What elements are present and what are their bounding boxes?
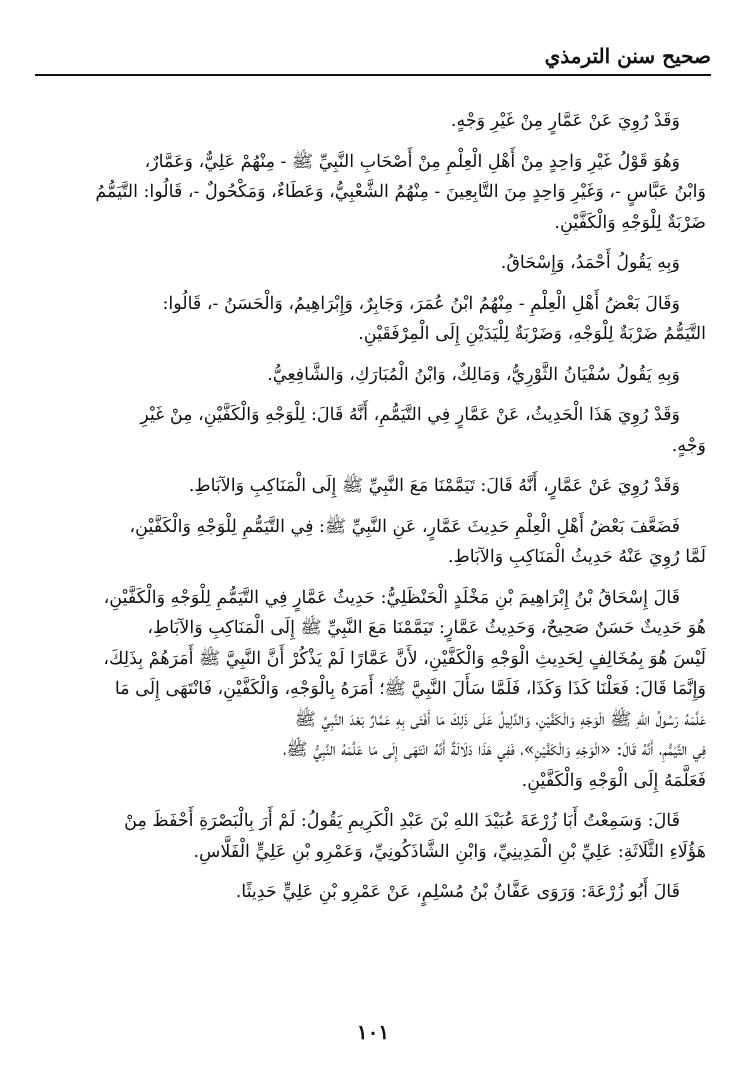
- text-line: وَهُوَ قَوْلُ غَيْرِ وَاحِدٍ مِنْ أَهْلِ الْعِلْمِ مِنْ أَصْحَابِ النَّبِيِّ ﷺ - مِنْهُمْ عَلِيٌّ، وَعَمَّارٌ،: [144, 151, 680, 172]
- paragraph: [38, 471, 706, 502]
- text-line: وَقَدْ رُوِيَ عَنْ عَمَّارٍ، أَنَّهُ قَالَ: تَيَمَّمْنَا مَعَ النَّبِيِّ ﷺ إِلَى الْمَنَاكِبِ وَالآبَاطِ.: [188, 476, 680, 496]
- header-title: صحيح سنن الترمذي: [544, 44, 711, 68]
- paragraph: [38, 147, 706, 239]
- text-line: قَالَ أَبُو زُرْعَةَ: وَرَوَى عَفَّانُ بْنُ مُسْلِمٍ، عَنْ عَمْرِو بْنِ عَلِيٍّ حَدِيثًا.: [235, 882, 680, 902]
- text-line: هَؤُلَاءِ الثَّلَاثَةِ: عَلِيِّ بْنِ الْمَدِينِيِّ، وَابْنِ الشَّاذَكُونِيِّ، وَعَمْرِو بْنِ عَلِيٍّ الْفَلَّاسِ.: [193, 841, 706, 862]
- text-line: قَالَ إِسْحَاقُ بْنُ إِبْرَاهِيمَ بْنِ مَخْلَدٍ الْحَنْظَلِيُّ: حَدِيثُ عَمَّارٍ فِي التَّيَمُّمِ لِلْوَجْهِ وَالْكَفَّيْنِ،: [103, 587, 680, 608]
- paragraph: [38, 512, 706, 573]
- paragraph: [38, 877, 706, 908]
- text-line: وَابْنُ عَبَّاسٍ -، وَغَيْرِ وَاحِدٍ مِنَ التَّابِعِينَ - مِنْهُمُ الشَّعْبِيُّ، وَعَطَاءٌ، وَمَكْحُولٌ -، قَالُوا: التَّيَمُّمُ: [95, 182, 706, 202]
- paragraph: [38, 400, 706, 461]
- text-line: قَالَ: وَسَمِعْتُ أَبَا زُرْعَةَ عُبَيْدَ اللهِ بْنَ عَبْدِ الْكَرِيمِ يَقُولُ: لَمْ أَرَ بِالْبَصْرَةِ أَحْفَظَ مِنْ: [124, 811, 680, 831]
- text-line: هُوَ حَدِيثٌ حَسَنٌ صَحِيحٌ، وَحَدِيثُ عَمَّارٍ: تَيَمَّمْنَا مَعَ النَّبِيِّ ﷺ إِلَى الْمَنَاكِبِ وَالآبَاطِ،: [147, 618, 706, 638]
- text-line: وَإِنَّمَا قَالَ: فَعَلْنَا كَذَا وَكَذَا، فَلَمَّا سَأَلَ النَّبِيَّ ﷺ؛ أَمَرَهُ بِالْوَجْهِ، وَالْكَفَّيْنِ، فَانْتَهَى إِلَى مَا: [114, 679, 706, 699]
- text-line: فَضَعَّفَ بَعْضُ أَهْلِ الْعِلْمِ حَدِيثَ عَمَّارٍ، عَنِ النَّبِيِّ ﷺ: فِي التَّيَمُّمِ لِلْوَجْهِ وَالْكَفَّيْنِ،: [129, 516, 680, 537]
- text-line: فَعَلَّمَهُ إِلَى الْوَجْهِ وَالْكَفَّيْنِ.: [521, 770, 706, 791]
- paragraph: [38, 106, 706, 137]
- running-header: [35, 42, 711, 78]
- text-line: لَمَّا رُوِيَ عَنْهُ حَدِيثُ الْمَنَاكِبِ وَالآبَاطِ.: [447, 547, 706, 567]
- text-line: وَقَالَ بَعْضُ أَهْلِ الْعِلْمِ - مِنْهُمُ ابْنُ عُمَرَ، وَجَابِرٌ، وَإِبْرَاهِيمُ، وَالْحَسَنُ -، قَالُوا:: [162, 293, 680, 314]
- body-text: [38, 106, 706, 918]
- paragraph: [38, 806, 706, 867]
- paragraph: [38, 360, 706, 391]
- text-line: وَبِهِ يَقُولُ سُفْيَانُ الثَّوْرِيُّ، وَمَالِكٌ، وَابْنُ الْمُبَارَكِ، وَالشَّافِعِيُّ.: [267, 364, 680, 385]
- text-line: عَلَّمَهُ رَسُولُ اللهِ ﷺ الْوَجْهِ وَالْكَفَّيْنِ، وَالدَّلِيلُ عَلَى ذَلِكَ مَا أَفْتَى بِهِ عَمَّارٌ بَعْدَ النَّبِيِّ ﷺ: [294, 709, 706, 730]
- text-line: التَّيَمُّمُ ضَرْبَةٌ لِلْوَجْهِ، وَضَرْبَةٌ لِلْيَدَيْنِ إِلَى الْمِرْفَقَيْنِ.: [358, 324, 706, 344]
- text-line: وَجْهٍ.: [671, 435, 706, 456]
- text-line: وَقَدْ رُوِيَ هَذَا الْحَدِيثُ، عَنْ عَمَّارٍ فِي التَّيَمُّمِ، أَنَّهُ قَالَ: لِلْوَجْهِ وَالْكَفَّيْنِ، مِنْ غَيْرِ: [140, 405, 680, 425]
- page-number: ١٠١: [356, 1020, 390, 1044]
- paragraph: [38, 583, 706, 797]
- paragraph: [38, 289, 706, 350]
- text-line: لَيْسَ هُوَ بِمُخَالِفٍ لِحَدِيثِ الْوَجْهِ وَالْكَفَّيْنِ، لأَنَّ عَمَّارًا لَمْ يَذْكُرْ أَنَّ النَّبِيَّ ﷺ أَمَرَهُمْ بِذَلِكَ،: [103, 648, 706, 669]
- text-line: وَبِهِ يَقُولُ أَحْمَدُ، وَإِسْحَاقُ.: [500, 253, 680, 273]
- text-line: ضَرْبَةٌ لِلْوَجْهِ وَالْكَفَّيْنِ.: [554, 212, 706, 233]
- text-line: وَقَدْ رُوِيَ عَنْ عَمَّارٍ مِنْ غَيْرِ وَجْهٍ.: [450, 111, 680, 131]
- paragraph: [38, 248, 706, 279]
- header-divider: [35, 74, 711, 76]
- text-line: فِي التَّيَمُّمِ، أَنَّهُ قَالَ: «الْوَجْهِ وَالْكَفَّيْنِ»، فَفِي هَذَا دَلَالَةٌ أَنَّهُ انْتَهَى إِلَى مَا عَلَّمَهُ النَّبِيُّ ﷺ،: [283, 740, 706, 760]
